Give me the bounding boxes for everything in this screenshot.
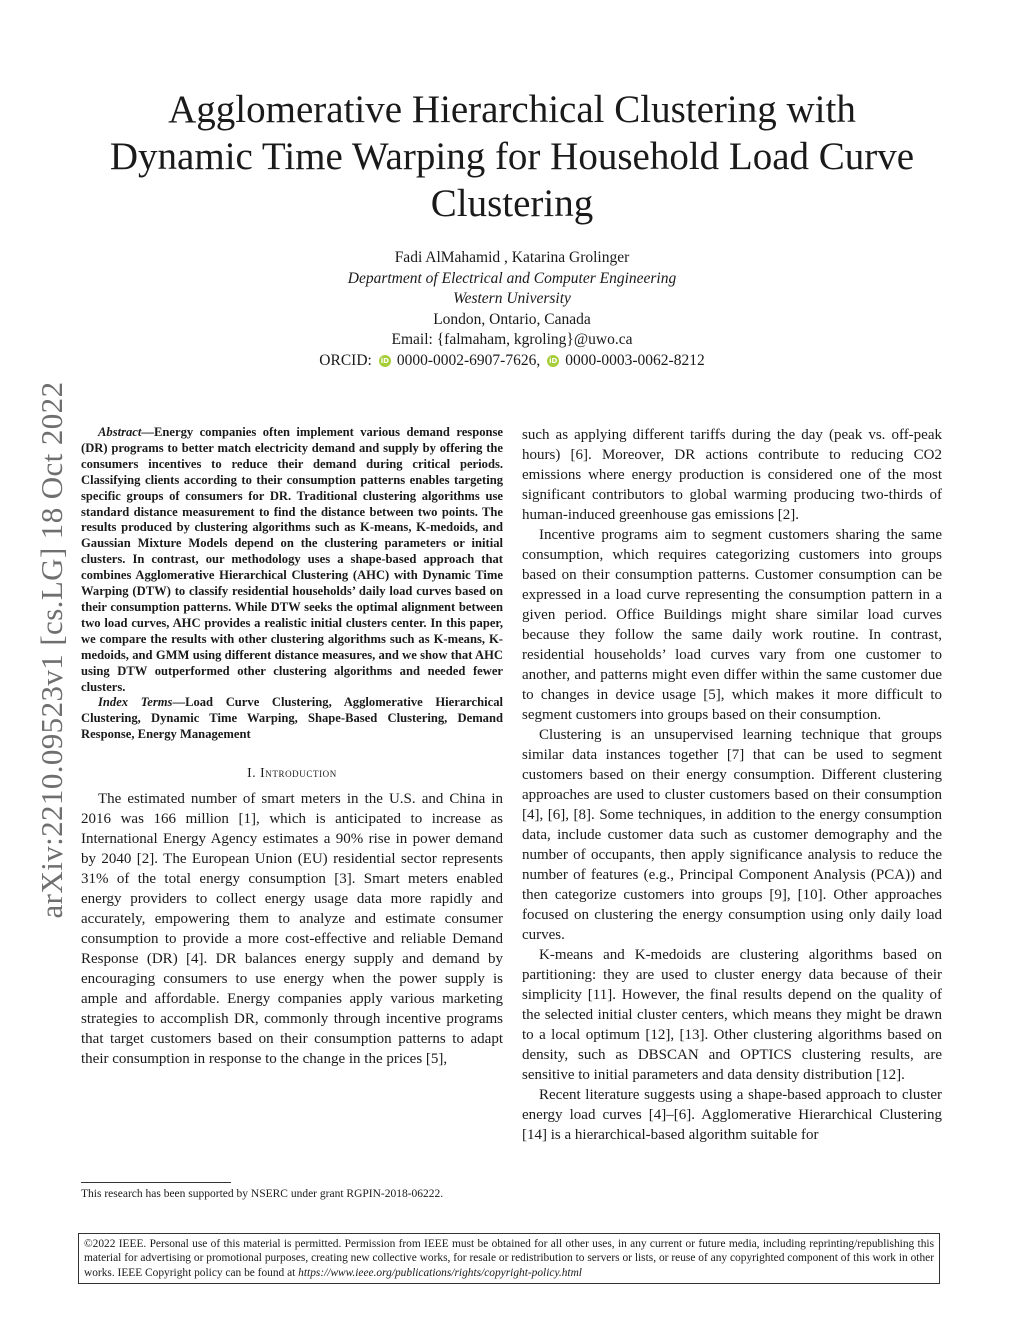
right-column xyxy=(522,425,942,1145)
body-paragraph: Incentive programs aim to segment customers sharing the same consumption, which requires categorizing customers into groups based on their consumption patterns. Customer consumption can be expressed in a load curve representing the consumption pattern in a given period. Office Buildings might share similar load curves because they follow the same daily work routine. In contrast, residential households’ load curves vary from one customer to another, and patterns might even differ within the same customer due to changes in device usage [5], which makes it more difficult to segment customers into groups based on their consumption. xyxy=(522,527,942,723)
title-line-2: Dynamic Time Warping for Household Load Curve xyxy=(109,135,915,178)
title-line-1: Agglomerative Hierarchical Clustering with xyxy=(168,88,856,131)
index-terms-lead: Index Terms xyxy=(98,695,173,710)
orcid-icon: iD xyxy=(380,356,389,365)
author-university: Western University xyxy=(453,290,571,307)
orcid-label: ORCID: xyxy=(319,351,372,369)
intro-paragraph: The estimated number of smart meters in the U.S. and China in 2016 was 166 million [1], which is anticipated to increase as International Energy Agency estimates a 90% rise in power demand by 2040 [2]. The European Union (EU) residential sector represents 31% of the total energy consumption [3]. Smart meters enabled energy providers to collect energy usage data more rapidly and accurately, empowering them to analyze and estimate consumer consumption to provide a more cost-effective and reliable Demand Response (DR) [4]. DR balances energy supply and demand by encouraging consumers to use energy when the power supply is ample and affordable. Energy companies apply various marketing strategies to accomplish DR, commonly through incentive programs that target customers based on their consumption patterns to adapt their consumption in response to the change in the prices [5], xyxy=(81,791,503,1068)
footnote-divider xyxy=(81,1182,231,1183)
copyright-text: ©2022 IEEE. Personal use of this material is permitted. Permission from IEEE must be obtained for all other uses, in any current or future media, including reprinting/republishing this material for advertising or promotional purposes, creating new collective works, for resale or redistribution to servers or lists, or reuse of any copyrighted component of this work in other works. IEEE Copyright policy can be found at xyxy=(84,1238,934,1279)
paper-title xyxy=(60,86,964,227)
copyright-notice xyxy=(78,1233,940,1284)
abstract-lead: Abstract xyxy=(98,425,142,439)
author-location: London, Ontario, Canada xyxy=(433,310,591,328)
body-paragraph: K-means and K-medoids are clustering algorithms based on partitioning: they are used to cluster energy data because of their simplicity [11]. However, the final results depend on the quality of the selected initial cluster centers, which means they might be drawn to a local optimum [12], [13]. Other clustering algorithms based on density, such as DBSCAN and OPTICS clustering results, are sensitive to initial parameters and data density distribution [12]. xyxy=(522,947,942,1083)
index-terms-text: —Load Curve Clustering, Agglomerative Hierarchical Clustering, Dynamic Time Warping, Shape-Based Clustering, Demand Response, Energy Management xyxy=(81,695,503,742)
author-block xyxy=(200,248,824,371)
orcid-line xyxy=(200,351,824,372)
abstract xyxy=(81,425,503,695)
orcid-id-1[interactable]: 0000-0002-6907-7626, xyxy=(396,351,541,369)
index-terms xyxy=(81,695,503,743)
author-department: Department of Electrical and Computer Engineering xyxy=(347,269,677,287)
body-paragraph: such as applying different tariffs during the day (peak vs. off-peak hours) [6]. Moreover, DR actions contribute to reducing CO2 emissions where energy production is considered one of the most significant contributors to global warming producing two-thirds of human-induced greenhouse gas emissions [2]. xyxy=(522,427,942,523)
body-paragraph: Clustering is an unsupervised learning technique that groups similar data instances together [7] that can be used to segment customers based on their energy consumption. Different clustering approaches are used to cluster customers based on their consumption [4], [6], [8]. Some techniques, in addition to the energy consumption data, include customer data such as customer demography and the number of occupants, then apply significance analysis to reduce the number of features (e.g., Principal Component Analysis (PCA)) and then categorize customers into groups [9], [10]. Other approaches focused on clustering the energy consumption using only daily load curves. xyxy=(522,727,942,943)
left-column xyxy=(81,425,503,1069)
arxiv-identifier: arXiv:2210.09523v1 [cs.LG] 18 Oct 2022 xyxy=(34,381,69,919)
author-email[interactable]: Email: {falmaham, kgroling}@uwo.ca xyxy=(391,331,633,348)
funding-footnote: This research has been supported by NSERC under grant RGPIN-2018-06222. xyxy=(81,1188,444,1200)
author-names: Fadi AlMahamid , Katarina Grolinger xyxy=(394,249,630,266)
orcid-id-2[interactable]: 0000-0003-0062-8212 xyxy=(565,351,705,369)
body-paragraph: Recent literature suggests using a shape-based approach to cluster energy load curves [4]–[6]. Agglomerative Hierarchical Clustering [14] is a hierarchical-based algorithm suitable for xyxy=(522,1087,942,1143)
abstract-text: —Energy companies often implement various demand response (DR) programs to better match electricity demand and supply by offering the consumers incentives to reduce their demand during critical periods. Classifying clients according to their consumption patterns enables targeting specific groups of consumers for DR. Traditional clustering algorithms use standard distance measurement to find the distance between two points. The results produced by clustering algorithms such as K-means, K-medoids, and Gaussian Mixture Models depend on the clustering parameters or initial clusters. In contrast, our methodology uses a shape-based approach that combines Agglomerative Hierarchical Clustering (AHC) with Dynamic Time Warping (DTW) to classify residential households’ daily load curves based on their consumption patterns. While DTW seeks the optimal alignment between two load curves, AHC provides a realistic initial clusters center. In this paper, we compare the results with other clustering algorithms such as K-means, K-medoids, and GMM using different distance measures, and we show that AHC using DTW outperformed other clustering algorithms and needed fewer clusters. xyxy=(81,425,503,694)
copyright-policy-link[interactable]: https://www.ieee.org/publications/rights/copyright-policy.html xyxy=(298,1266,582,1279)
title-line-3: Clustering xyxy=(430,182,594,225)
section-heading-introduction: I. Introduction xyxy=(247,765,337,781)
orcid-icon: iD xyxy=(549,356,558,365)
